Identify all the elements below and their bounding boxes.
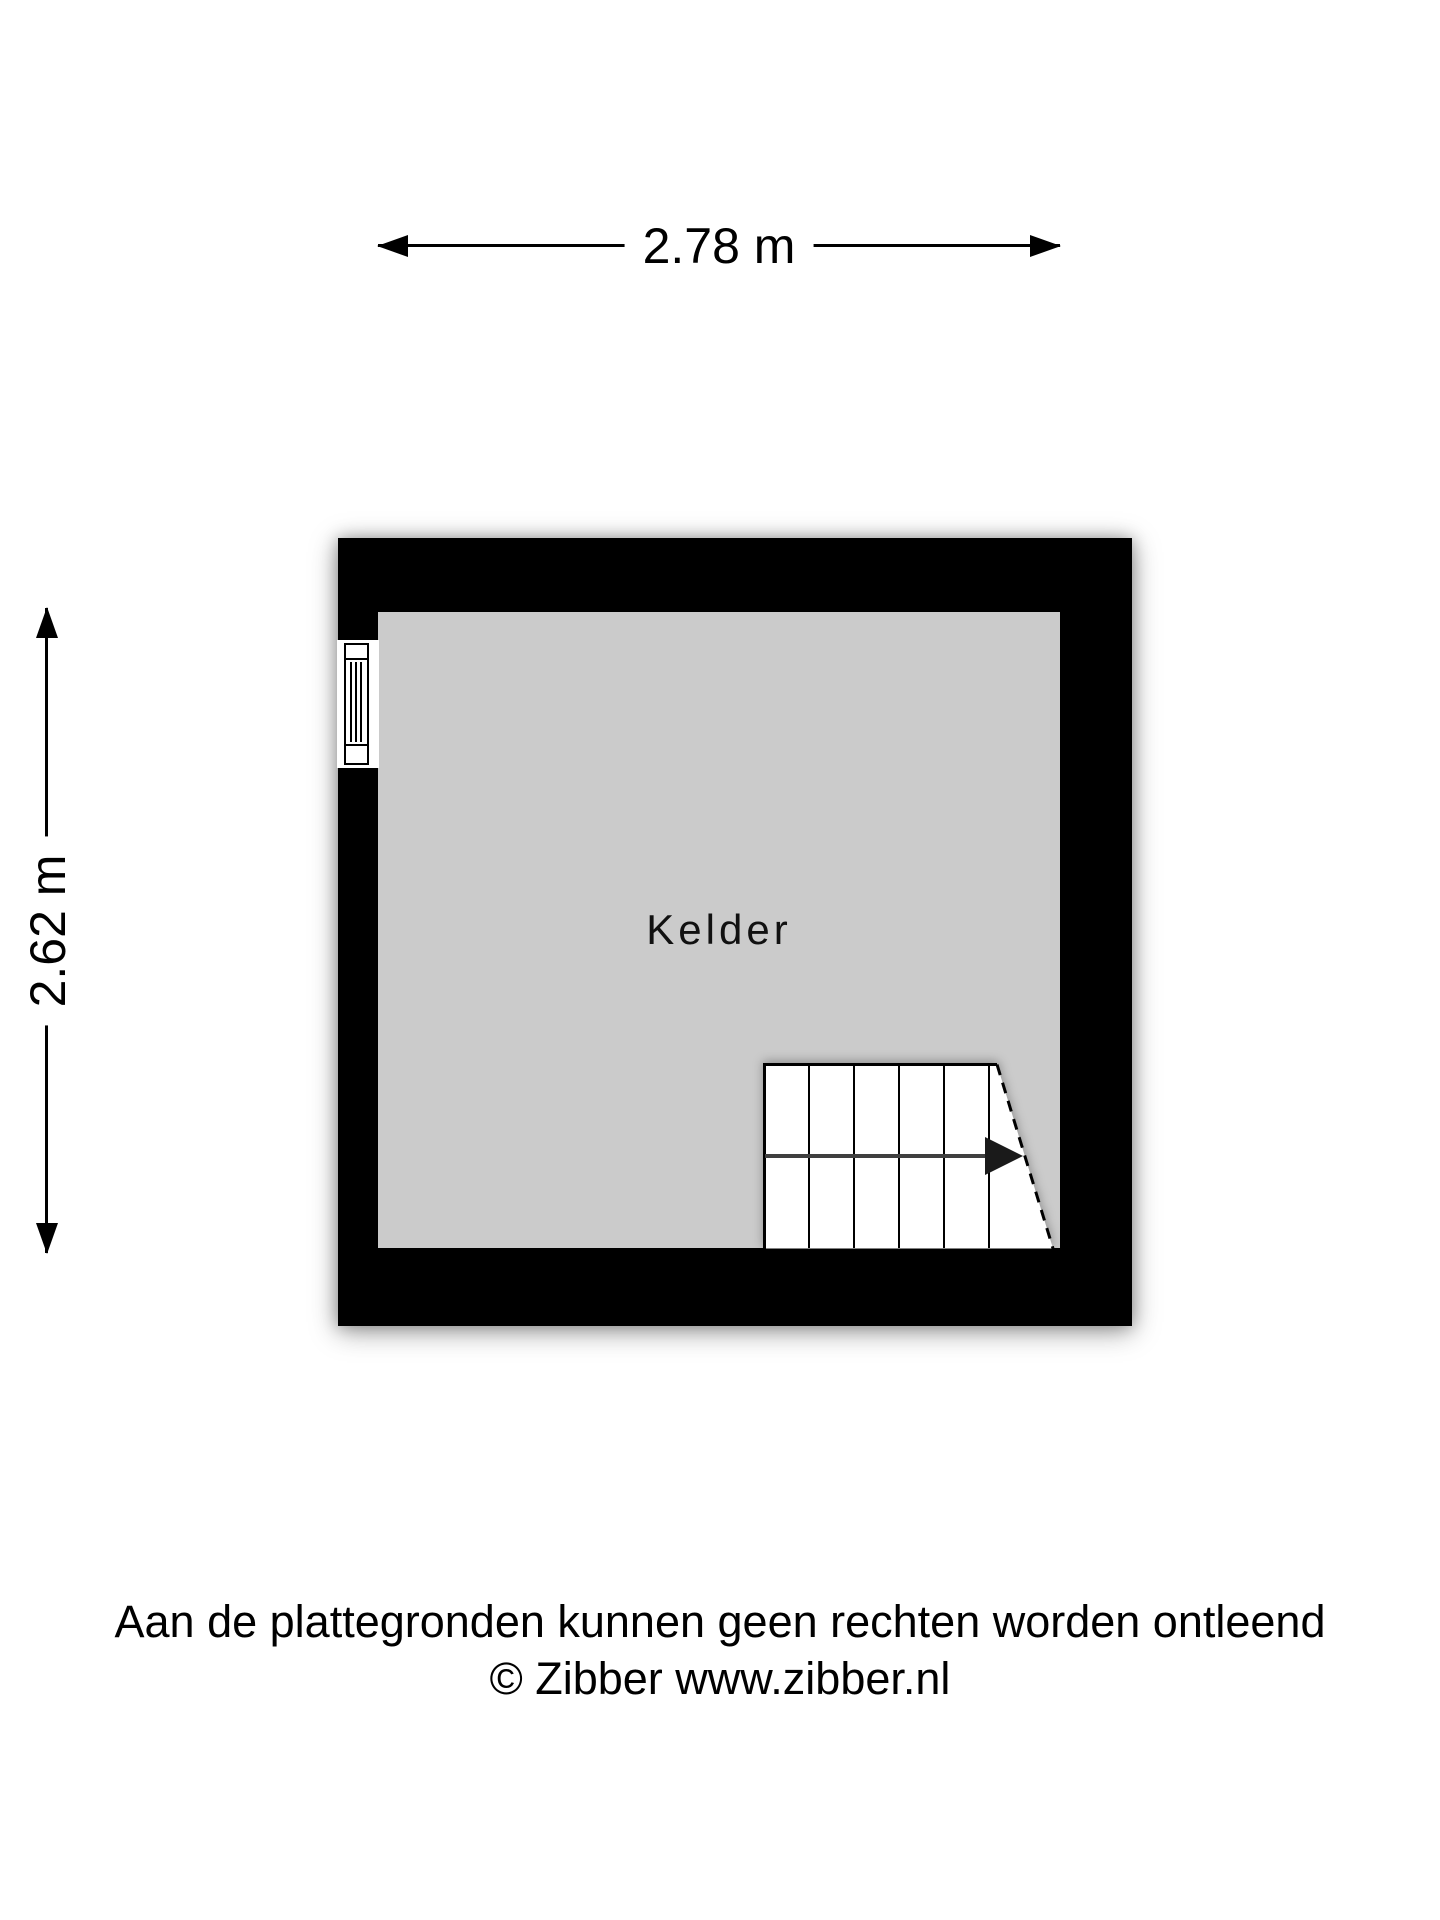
arrowhead-down-icon — [36, 1223, 58, 1254]
window-icon — [337, 640, 379, 768]
window-glass — [346, 658, 367, 746]
footer — [0, 1593, 1440, 1707]
disclaimer-text: Aan de plattegronden kunnen geen rechten worden ontleend — [114, 1596, 1326, 1647]
height-dimension-arrow — [20, 608, 76, 1253]
width-dimension-arrow — [378, 217, 1060, 274]
arrowhead-right-icon — [1030, 235, 1061, 257]
arrowhead-left-icon — [377, 235, 408, 257]
height-dimension-label: 2.62 m — [19, 836, 77, 1025]
window-frame — [344, 643, 369, 765]
staircase — [763, 1063, 1055, 1250]
arrowhead-up-icon — [36, 607, 58, 638]
room-label: Kelder — [646, 906, 792, 953]
room-kelder — [378, 612, 1060, 1248]
basement-floorplan — [338, 538, 1132, 1326]
copyright-text: © Zibber www.zibber.nl — [489, 1653, 951, 1704]
width-dimension-label: 2.78 m — [625, 217, 814, 275]
